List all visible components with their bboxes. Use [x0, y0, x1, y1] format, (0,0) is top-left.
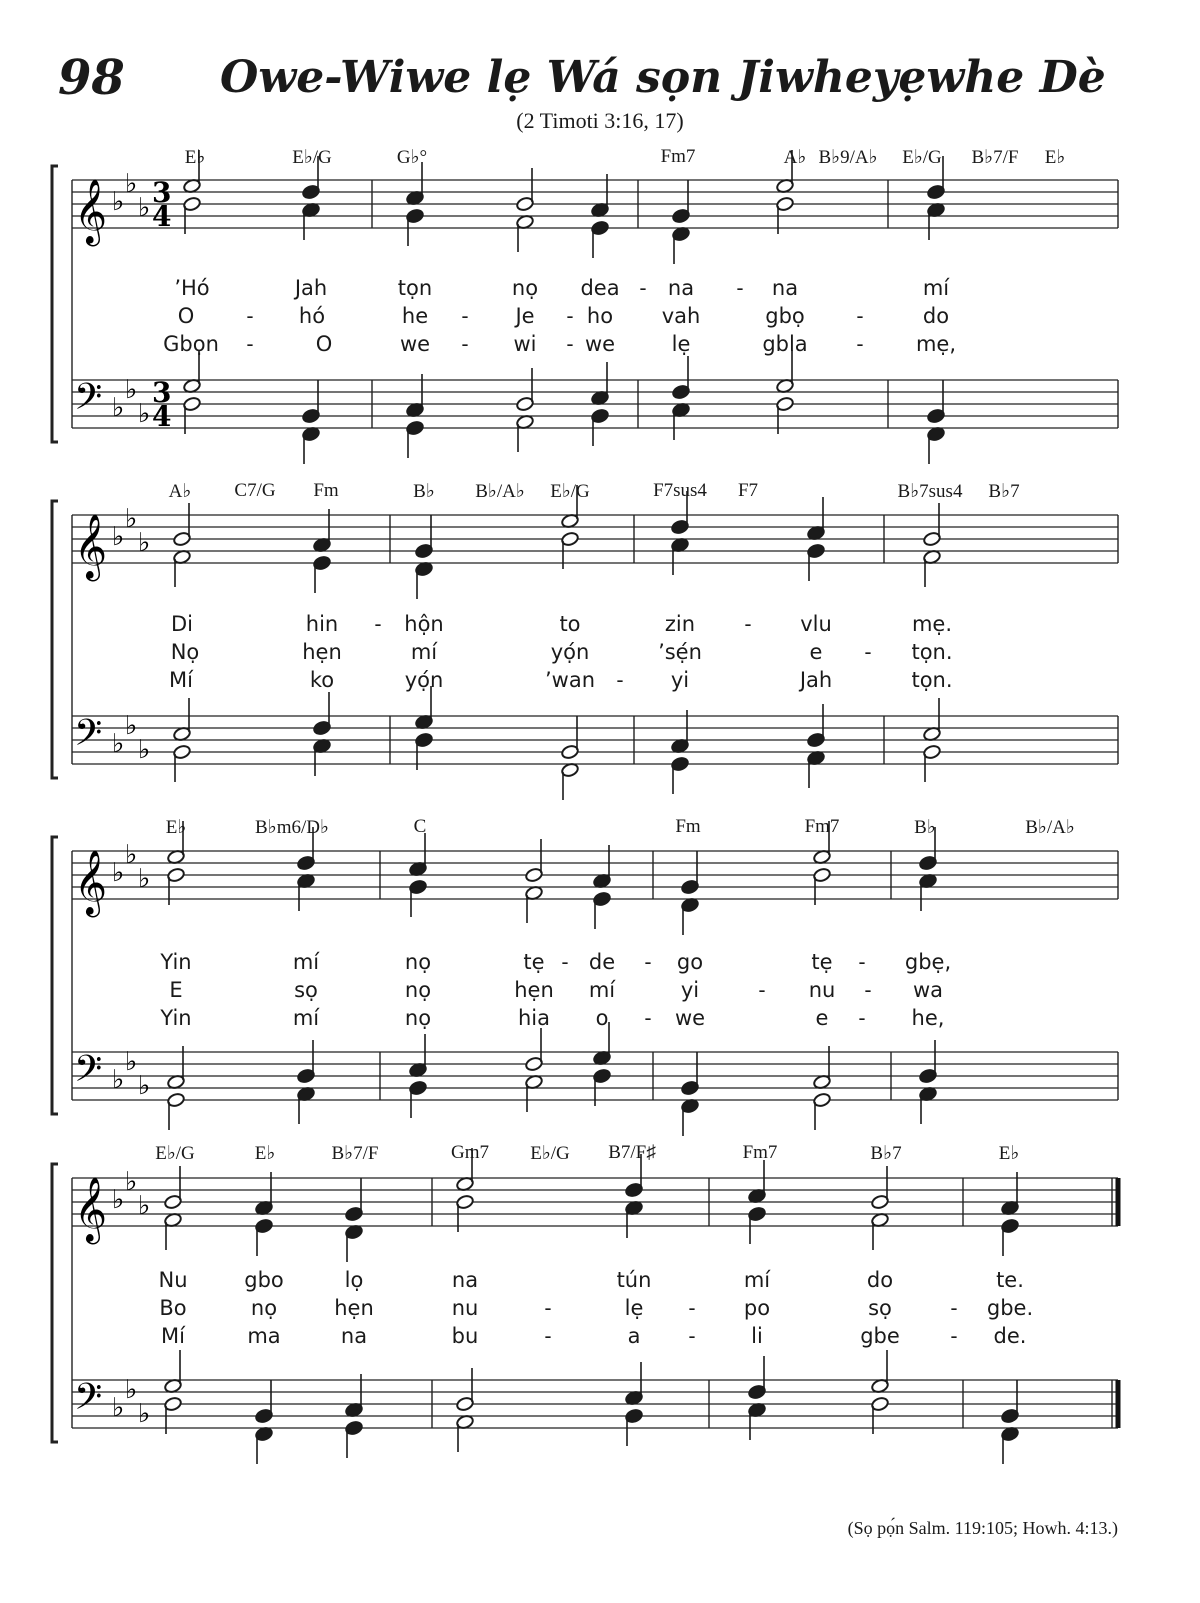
lyric-verse-1: gbo — [244, 1268, 284, 1292]
footnote: (Sọ pọ́n Salm. 119:105; Howh. 4:13.) — [847, 1518, 1118, 1538]
lyric-verse-3: ma — [247, 1324, 281, 1348]
lyric-verse-3: e — [815, 1006, 829, 1030]
system-bracket — [52, 837, 58, 1114]
lyric-verse-1: lọ — [344, 1268, 364, 1292]
lyric-verse-3: wi — [513, 332, 537, 356]
bass-clef-icon: 𝄢 — [74, 712, 103, 763]
syllable-hyphen: - — [688, 1296, 696, 1320]
lyric-verse-3: ko — [309, 668, 335, 692]
lyric-verse-1: dea — [580, 276, 620, 300]
flat-key-signature-icon: ♭ — [138, 864, 151, 894]
time-signature-bottom: 4 — [152, 400, 172, 433]
chord-symbol: E♭/G — [902, 147, 942, 168]
lyric-verse-1: ’Hó — [174, 276, 210, 300]
chord-symbol: B♭7 — [988, 481, 1020, 502]
lyric-verse-2: hó — [298, 304, 326, 328]
chord-symbol: B♭9/A♭ — [818, 147, 878, 168]
lyric-verse-2: sọ — [868, 1296, 892, 1320]
hymn-number: 98 — [58, 50, 125, 106]
chord-symbol: C7/G — [234, 480, 276, 501]
flat-key-signature-icon: ♭ — [125, 711, 138, 741]
flat-key-signature-icon: ♭ — [112, 1185, 125, 1215]
flat-key-signature-icon: ♭ — [125, 375, 138, 405]
chord-symbol: E♭/G — [530, 1143, 570, 1164]
lyric-verse-1: zin — [664, 612, 696, 636]
lyric-verse-1: hin — [305, 612, 339, 636]
lyric-verse-1: to — [559, 612, 581, 636]
flat-key-signature-icon: ♭ — [125, 1375, 138, 1405]
lyric-verse-3: he, — [911, 1006, 945, 1030]
lyric-verse-3: we — [399, 332, 431, 356]
bass-clef-icon: 𝄢 — [74, 1048, 103, 1099]
syllable-hyphen: - — [856, 332, 864, 356]
syllable-hyphen: - — [461, 332, 469, 356]
lyric-verse-1: Jah — [294, 276, 328, 300]
flat-key-signature-icon: ♭ — [112, 729, 125, 759]
syllable-hyphen: - — [856, 304, 864, 328]
lyric-verse-1: mí — [922, 276, 950, 300]
syllable-hyphen: - — [736, 276, 744, 300]
time-signature-top: 3 — [152, 176, 172, 209]
syllable-hyphen: - — [544, 1324, 552, 1348]
bass-clef-icon: 𝄢 — [74, 376, 103, 427]
syllable-hyphen: - — [461, 304, 469, 328]
lyric-verse-1: Nu — [158, 1268, 188, 1292]
lyric-verse-2: vah — [661, 304, 701, 328]
flat-key-signature-icon: ♭ — [138, 528, 151, 558]
lyric-verse-1: tọn — [397, 276, 433, 300]
chord-symbol: B♭/A♭ — [475, 481, 525, 502]
chord-symbol: B♭7 — [870, 1143, 902, 1164]
chord-symbol: Fm7 — [742, 1142, 778, 1163]
flat-key-signature-icon: ♭ — [112, 858, 125, 888]
lyric-verse-1: mẹ. — [911, 612, 953, 636]
lyric-verse-1: na — [771, 276, 799, 300]
lyric-verse-1: Di — [170, 612, 194, 636]
chord-symbol: E♭ — [184, 147, 206, 168]
lyric-verse-1: do — [866, 1268, 894, 1292]
flat-key-signature-icon: ♭ — [125, 840, 138, 870]
lyric-verse-3: nọ — [404, 1006, 432, 1030]
lyric-verse-1: mí — [292, 950, 320, 974]
syllable-hyphen: - — [688, 1324, 696, 1348]
lyric-verse-1: tẹ — [523, 950, 545, 974]
lyric-verse-2: ’sẹ́n — [658, 640, 702, 664]
lyric-verse-2: hẹn — [514, 978, 554, 1002]
lyric-verse-2: tọn. — [911, 640, 953, 664]
flat-key-signature-icon: ♭ — [112, 522, 125, 552]
lyric-verse-2: wa — [912, 978, 944, 1002]
treble-clef-icon: 𝄞 — [74, 1177, 108, 1242]
hymn-title: Owe-Wiwe lẹ Wá sọn Jiwheyẹwhe Dè — [220, 52, 1106, 103]
chord-symbol: F7sus4 — [653, 480, 707, 501]
lyric-verse-2: nu — [808, 978, 836, 1002]
lyric-verse-3: Mí — [161, 1324, 185, 1348]
lyric-verse-3: de. — [993, 1324, 1027, 1348]
chord-symbol: B♭m6/D♭ — [255, 817, 329, 838]
syllable-hyphen: - — [864, 640, 872, 664]
chord-symbol: B♭7sus4 — [897, 481, 963, 502]
lyric-verse-2: hẹn — [302, 640, 342, 664]
lyric-verse-2: he — [401, 304, 429, 328]
chord-symbol: A♭ — [783, 147, 807, 168]
syllable-hyphen: - — [950, 1324, 958, 1348]
flat-key-signature-icon: ♭ — [125, 169, 138, 199]
lyric-verse-1: nọ — [511, 276, 539, 300]
lyric-verse-3: hia — [517, 1006, 551, 1030]
lyric-verse-2: ho — [586, 304, 614, 328]
lyric-verse-2: Je — [515, 304, 535, 328]
flat-key-signature-icon: ♭ — [138, 1191, 151, 1221]
lyric-verse-3: o — [595, 1006, 609, 1030]
syllable-hyphen: - — [644, 1006, 652, 1030]
syllable-hyphen: - — [858, 1006, 866, 1030]
lyric-verse-2: e — [809, 640, 823, 664]
chord-symbol: E♭/G — [155, 1143, 195, 1164]
flat-key-signature-icon: ♭ — [112, 1393, 125, 1423]
time-signature-top: 3 — [152, 376, 172, 409]
syllable-hyphen: - — [246, 304, 254, 328]
lyric-verse-1: na — [667, 276, 695, 300]
syllable-hyphen: - — [744, 612, 752, 636]
system-bracket — [52, 501, 58, 778]
flat-key-signature-icon: ♭ — [125, 504, 138, 534]
lyric-verse-3: a — [627, 1324, 641, 1348]
lyric-verse-3: ’wan — [544, 668, 596, 692]
system-bracket — [52, 1164, 58, 1442]
lyric-verse-3: we — [584, 332, 616, 356]
chord-symbol: E♭ — [165, 817, 187, 838]
lyric-verse-3: lẹ — [671, 332, 691, 356]
chord-symbol: C — [413, 816, 427, 837]
lyric-verse-3: yọ́n — [404, 668, 444, 692]
syllable-hyphen: - — [644, 950, 652, 974]
syllable-hyphen: - — [544, 1296, 552, 1320]
chord-symbol: Fm — [313, 480, 339, 501]
lyric-verse-2: nọ — [250, 1296, 278, 1320]
chord-symbol: A♭ — [168, 481, 192, 502]
lyric-verse-1: tún — [616, 1268, 652, 1292]
syllable-hyphen: - — [858, 950, 866, 974]
lyric-verse-2: yọ́n — [550, 640, 590, 664]
chord-symbol: B♭7/F — [971, 147, 1019, 168]
music-system — [52, 1148, 1118, 1464]
chord-symbol: B♭/A♭ — [1025, 817, 1075, 838]
treble-clef-icon: 𝄞 — [74, 179, 108, 244]
lyric-verse-3: gbla — [762, 332, 808, 356]
flat-key-signature-icon: ♭ — [138, 735, 151, 765]
chord-symbol: Fm7 — [660, 146, 696, 167]
treble-clef-icon: 𝄞 — [74, 850, 108, 915]
lyric-verse-2: nọ — [404, 978, 432, 1002]
chord-symbol: E♭ — [1044, 147, 1066, 168]
lyric-verse-1: Yin — [160, 950, 192, 974]
lyric-verse-2: yi — [680, 978, 700, 1002]
chord-symbol: Fm7 — [804, 816, 840, 837]
treble-clef-icon: 𝄞 — [74, 514, 108, 579]
lyric-verse-2: lẹ — [624, 1296, 644, 1320]
syllable-hyphen: - — [566, 304, 574, 328]
flat-key-signature-icon: ♭ — [138, 399, 151, 429]
lyric-verse-3: gbe — [860, 1324, 900, 1348]
flat-key-signature-icon: ♭ — [138, 193, 151, 223]
lyric-verse-1: hộn — [404, 612, 444, 636]
chord-symbol: E♭ — [998, 1143, 1020, 1164]
lyric-verse-3: mẹ, — [915, 332, 957, 356]
lyric-verse-2: Nọ — [170, 640, 200, 664]
syllable-hyphen: - — [561, 950, 569, 974]
lyric-verse-2: mí — [588, 978, 616, 1002]
lyric-verse-2: nu — [451, 1296, 479, 1320]
flat-key-signature-icon: ♭ — [125, 1047, 138, 1077]
lyric-verse-3: na — [340, 1324, 368, 1348]
syllable-hyphen: - — [246, 332, 254, 356]
lyric-verse-1: te. — [996, 1268, 1024, 1292]
lyric-verse-2: do — [922, 304, 950, 328]
lyric-verse-1: tẹ — [811, 950, 833, 974]
syllable-hyphen: - — [950, 1296, 958, 1320]
syllable-hyphen: - — [639, 276, 647, 300]
flat-key-signature-icon: ♭ — [138, 1071, 151, 1101]
lyric-verse-3: mí — [292, 1006, 320, 1030]
chord-symbol: B♭ — [914, 817, 936, 838]
lyric-verse-1: gbẹ, — [904, 950, 952, 974]
lyric-verse-2: E — [169, 978, 183, 1002]
chord-symbol: B♭ — [413, 481, 435, 502]
lyric-verse-1: nọ — [404, 950, 432, 974]
chord-symbol: Fm — [675, 816, 701, 837]
lyric-verse-2: mí — [410, 640, 438, 664]
syllable-hyphen: - — [758, 978, 766, 1002]
lyric-verse-2: gbọ — [765, 304, 805, 328]
lyric-verse-3: we — [674, 1006, 706, 1030]
flat-key-signature-icon: ♭ — [112, 393, 125, 423]
lyric-verse-3: tọn. — [911, 668, 953, 692]
time-signature-bottom: 4 — [152, 200, 172, 233]
chord-symbol: B♭7/F — [331, 1143, 379, 1164]
chord-symbol: B7/F♯ — [608, 1142, 656, 1163]
lyric-verse-3: Mí — [169, 668, 193, 692]
flat-key-signature-icon: ♭ — [138, 1399, 151, 1429]
flat-key-signature-icon: ♭ — [125, 1167, 138, 1197]
lyric-verse-1: mí — [743, 1268, 771, 1292]
flat-key-signature-icon: ♭ — [112, 187, 125, 217]
chord-symbol: Gm7 — [451, 1142, 489, 1163]
lyric-verse-2: gbe. — [986, 1296, 1034, 1320]
lyric-verse-3: yi — [670, 668, 690, 692]
lyric-verse-3: Gbọn — [163, 332, 219, 356]
bass-clef-icon: 𝄢 — [74, 1376, 103, 1427]
lyric-verse-3: Yin — [160, 1006, 192, 1030]
scripture-reference: (2 Timoti 3:16, 17) — [516, 108, 684, 133]
lyric-verse-2: O — [177, 304, 195, 328]
syllable-hyphen: - — [374, 612, 382, 636]
syllable-hyphen: - — [566, 332, 574, 356]
lyric-verse-3: Jah — [799, 668, 833, 692]
lyric-verse-2: sọ — [294, 978, 318, 1002]
chord-symbol: G♭° — [396, 147, 428, 168]
lyric-verse-1: go — [676, 950, 704, 974]
lyric-verse-1: vlu — [800, 612, 832, 636]
lyric-verse-1: na — [451, 1268, 479, 1292]
lyric-verse-3: li — [751, 1324, 763, 1348]
lyric-verse-1: de — [588, 950, 616, 974]
system-bracket — [52, 166, 58, 442]
chord-symbol: E♭/G — [292, 147, 332, 168]
syllable-hyphen: - — [864, 978, 872, 1002]
lyric-verse-2: Bo — [159, 1296, 187, 1320]
music-system — [52, 821, 1118, 1136]
lyric-verse-3: bu — [451, 1324, 479, 1348]
syllable-hyphen: - — [616, 668, 624, 692]
chord-symbol: E♭/G — [550, 481, 590, 502]
chord-symbol: F7 — [737, 480, 759, 501]
flat-key-signature-icon: ♭ — [112, 1065, 125, 1095]
lyric-verse-2: po — [743, 1296, 771, 1320]
music-system — [52, 150, 1118, 464]
chord-symbol: E♭ — [254, 1143, 276, 1164]
lyric-verse-3: O — [315, 332, 333, 356]
lyric-verse-2: hẹn — [334, 1296, 374, 1320]
